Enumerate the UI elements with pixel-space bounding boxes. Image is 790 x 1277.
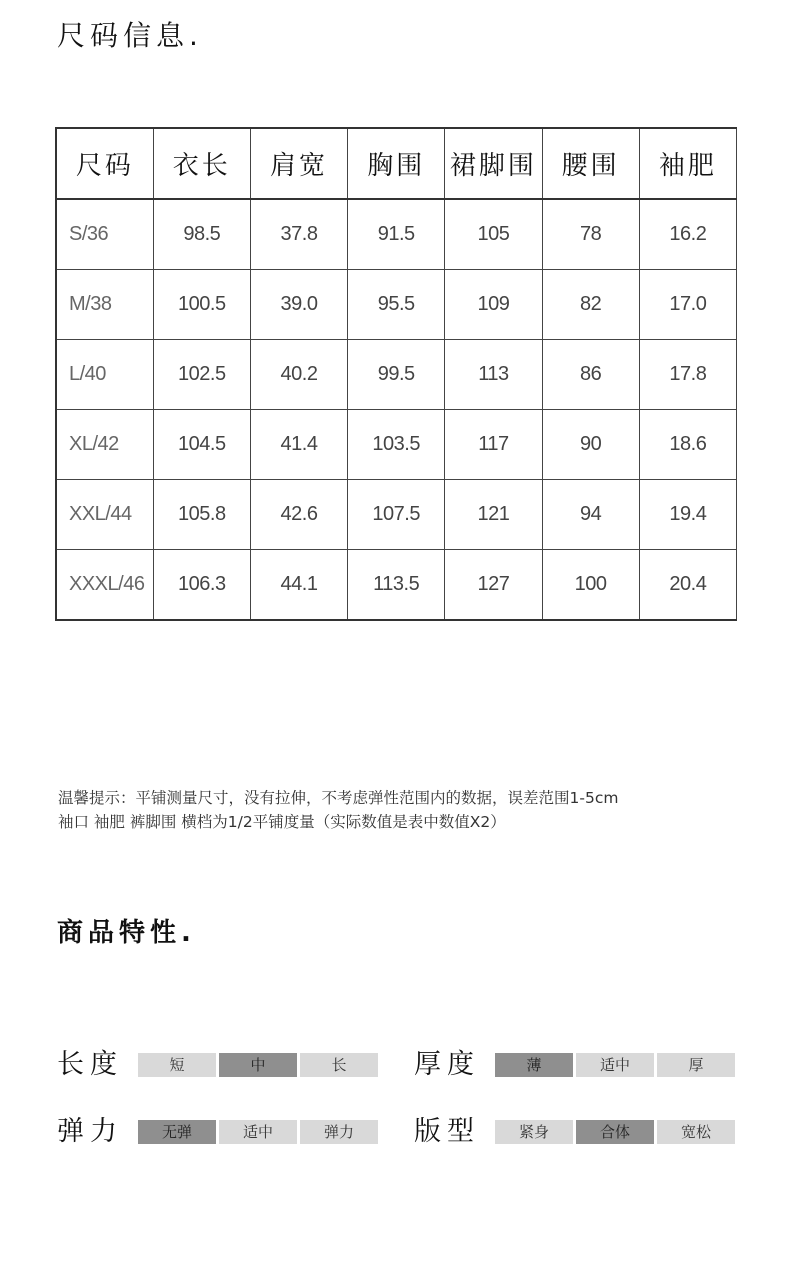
- cell-shoulder: 39.0: [250, 270, 347, 340]
- feature-label: 厚度: [414, 1049, 480, 1080]
- cell-waist: 100: [542, 550, 639, 621]
- feature-option: 短: [138, 1053, 216, 1077]
- feature-option: 长: [300, 1053, 378, 1077]
- cell-chest: 113.5: [348, 550, 445, 621]
- feature-option: 宽松: [657, 1120, 735, 1144]
- table-row: [56, 410, 737, 480]
- cell-hem: 127: [445, 550, 542, 621]
- table-row: [56, 480, 737, 550]
- feature-thickness: [414, 1051, 735, 1078]
- feature-option: 紧身: [495, 1120, 573, 1144]
- cell-length: 106.3: [153, 550, 250, 621]
- table-row: [56, 270, 737, 340]
- product-features-title: 商品特性.: [57, 918, 196, 948]
- cell-hem: 121: [445, 480, 542, 550]
- feature-option: 厚: [657, 1053, 735, 1077]
- cell-sleeve: 20.4: [639, 550, 736, 621]
- header-sleeve: 袖肥: [639, 128, 736, 199]
- cell-shoulder: 42.6: [250, 480, 347, 550]
- feature-elasticity: [57, 1118, 378, 1145]
- feature-option: 合体: [576, 1120, 654, 1144]
- table-row: [56, 340, 737, 410]
- cell-waist: 78: [542, 199, 639, 270]
- measurement-note: [58, 786, 758, 834]
- cell-sleeve: 17.8: [639, 340, 736, 410]
- cell-shoulder: 40.2: [250, 340, 347, 410]
- cell-size: M/38: [56, 270, 153, 340]
- feature-label: 长度: [57, 1049, 123, 1080]
- feature-option: 无弹: [138, 1120, 216, 1144]
- cell-hem: 109: [445, 270, 542, 340]
- feature-length: [57, 1051, 378, 1078]
- cell-sleeve: 17.0: [639, 270, 736, 340]
- cell-hem: 117: [445, 410, 542, 480]
- header-size: 尺码: [56, 128, 153, 199]
- feature-option: 适中: [576, 1053, 654, 1077]
- cell-chest: 103.5: [348, 410, 445, 480]
- note-line-1: 温馨提示：平铺测量尺寸，没有拉伸，不考虑弹性范围内的数据，误差范围1-5cm: [58, 789, 619, 807]
- cell-length: 104.5: [153, 410, 250, 480]
- cell-length: 98.5: [153, 199, 250, 270]
- cell-chest: 99.5: [348, 340, 445, 410]
- header-waist: 腰围: [542, 128, 639, 199]
- table-row: [56, 550, 737, 621]
- cell-waist: 82: [542, 270, 639, 340]
- feature-option: 适中: [219, 1120, 297, 1144]
- cell-shoulder: 37.8: [250, 199, 347, 270]
- feature-option: 薄: [495, 1053, 573, 1077]
- cell-chest: 95.5: [348, 270, 445, 340]
- cell-size: XL/42: [56, 410, 153, 480]
- size-table-header-row: [56, 128, 737, 199]
- header-length: 衣长: [153, 128, 250, 199]
- cell-shoulder: 41.4: [250, 410, 347, 480]
- cell-hem: 113: [445, 340, 542, 410]
- feature-fit: [414, 1118, 735, 1145]
- cell-chest: 107.5: [348, 480, 445, 550]
- cell-sleeve: 16.2: [639, 199, 736, 270]
- header-shoulder: 肩宽: [250, 128, 347, 199]
- cell-size: L/40: [56, 340, 153, 410]
- cell-sleeve: 19.4: [639, 480, 736, 550]
- header-hem: 裙脚围: [445, 128, 542, 199]
- feature-label: 弹力: [57, 1116, 123, 1147]
- cell-size: XXL/44: [56, 480, 153, 550]
- header-chest: 胸围: [348, 128, 445, 199]
- cell-waist: 86: [542, 340, 639, 410]
- cell-hem: 105: [445, 199, 542, 270]
- note-line-2: 袖口 袖肥 裤脚围 横档为1/2平铺度量（实际数值是表中数值X2）: [58, 813, 506, 831]
- cell-size: XXXL/46: [56, 550, 153, 621]
- cell-shoulder: 44.1: [250, 550, 347, 621]
- cell-waist: 94: [542, 480, 639, 550]
- cell-length: 105.8: [153, 480, 250, 550]
- size-table: [55, 127, 737, 621]
- size-info-title: 尺码信息.: [57, 19, 203, 52]
- cell-length: 100.5: [153, 270, 250, 340]
- cell-size: S/36: [56, 199, 153, 270]
- feature-label: 版型: [414, 1116, 480, 1147]
- cell-waist: 90: [542, 410, 639, 480]
- cell-chest: 91.5: [348, 199, 445, 270]
- feature-option: 弹力: [300, 1120, 378, 1144]
- feature-option: 中: [219, 1053, 297, 1077]
- cell-length: 102.5: [153, 340, 250, 410]
- cell-sleeve: 18.6: [639, 410, 736, 480]
- table-row: [56, 199, 737, 270]
